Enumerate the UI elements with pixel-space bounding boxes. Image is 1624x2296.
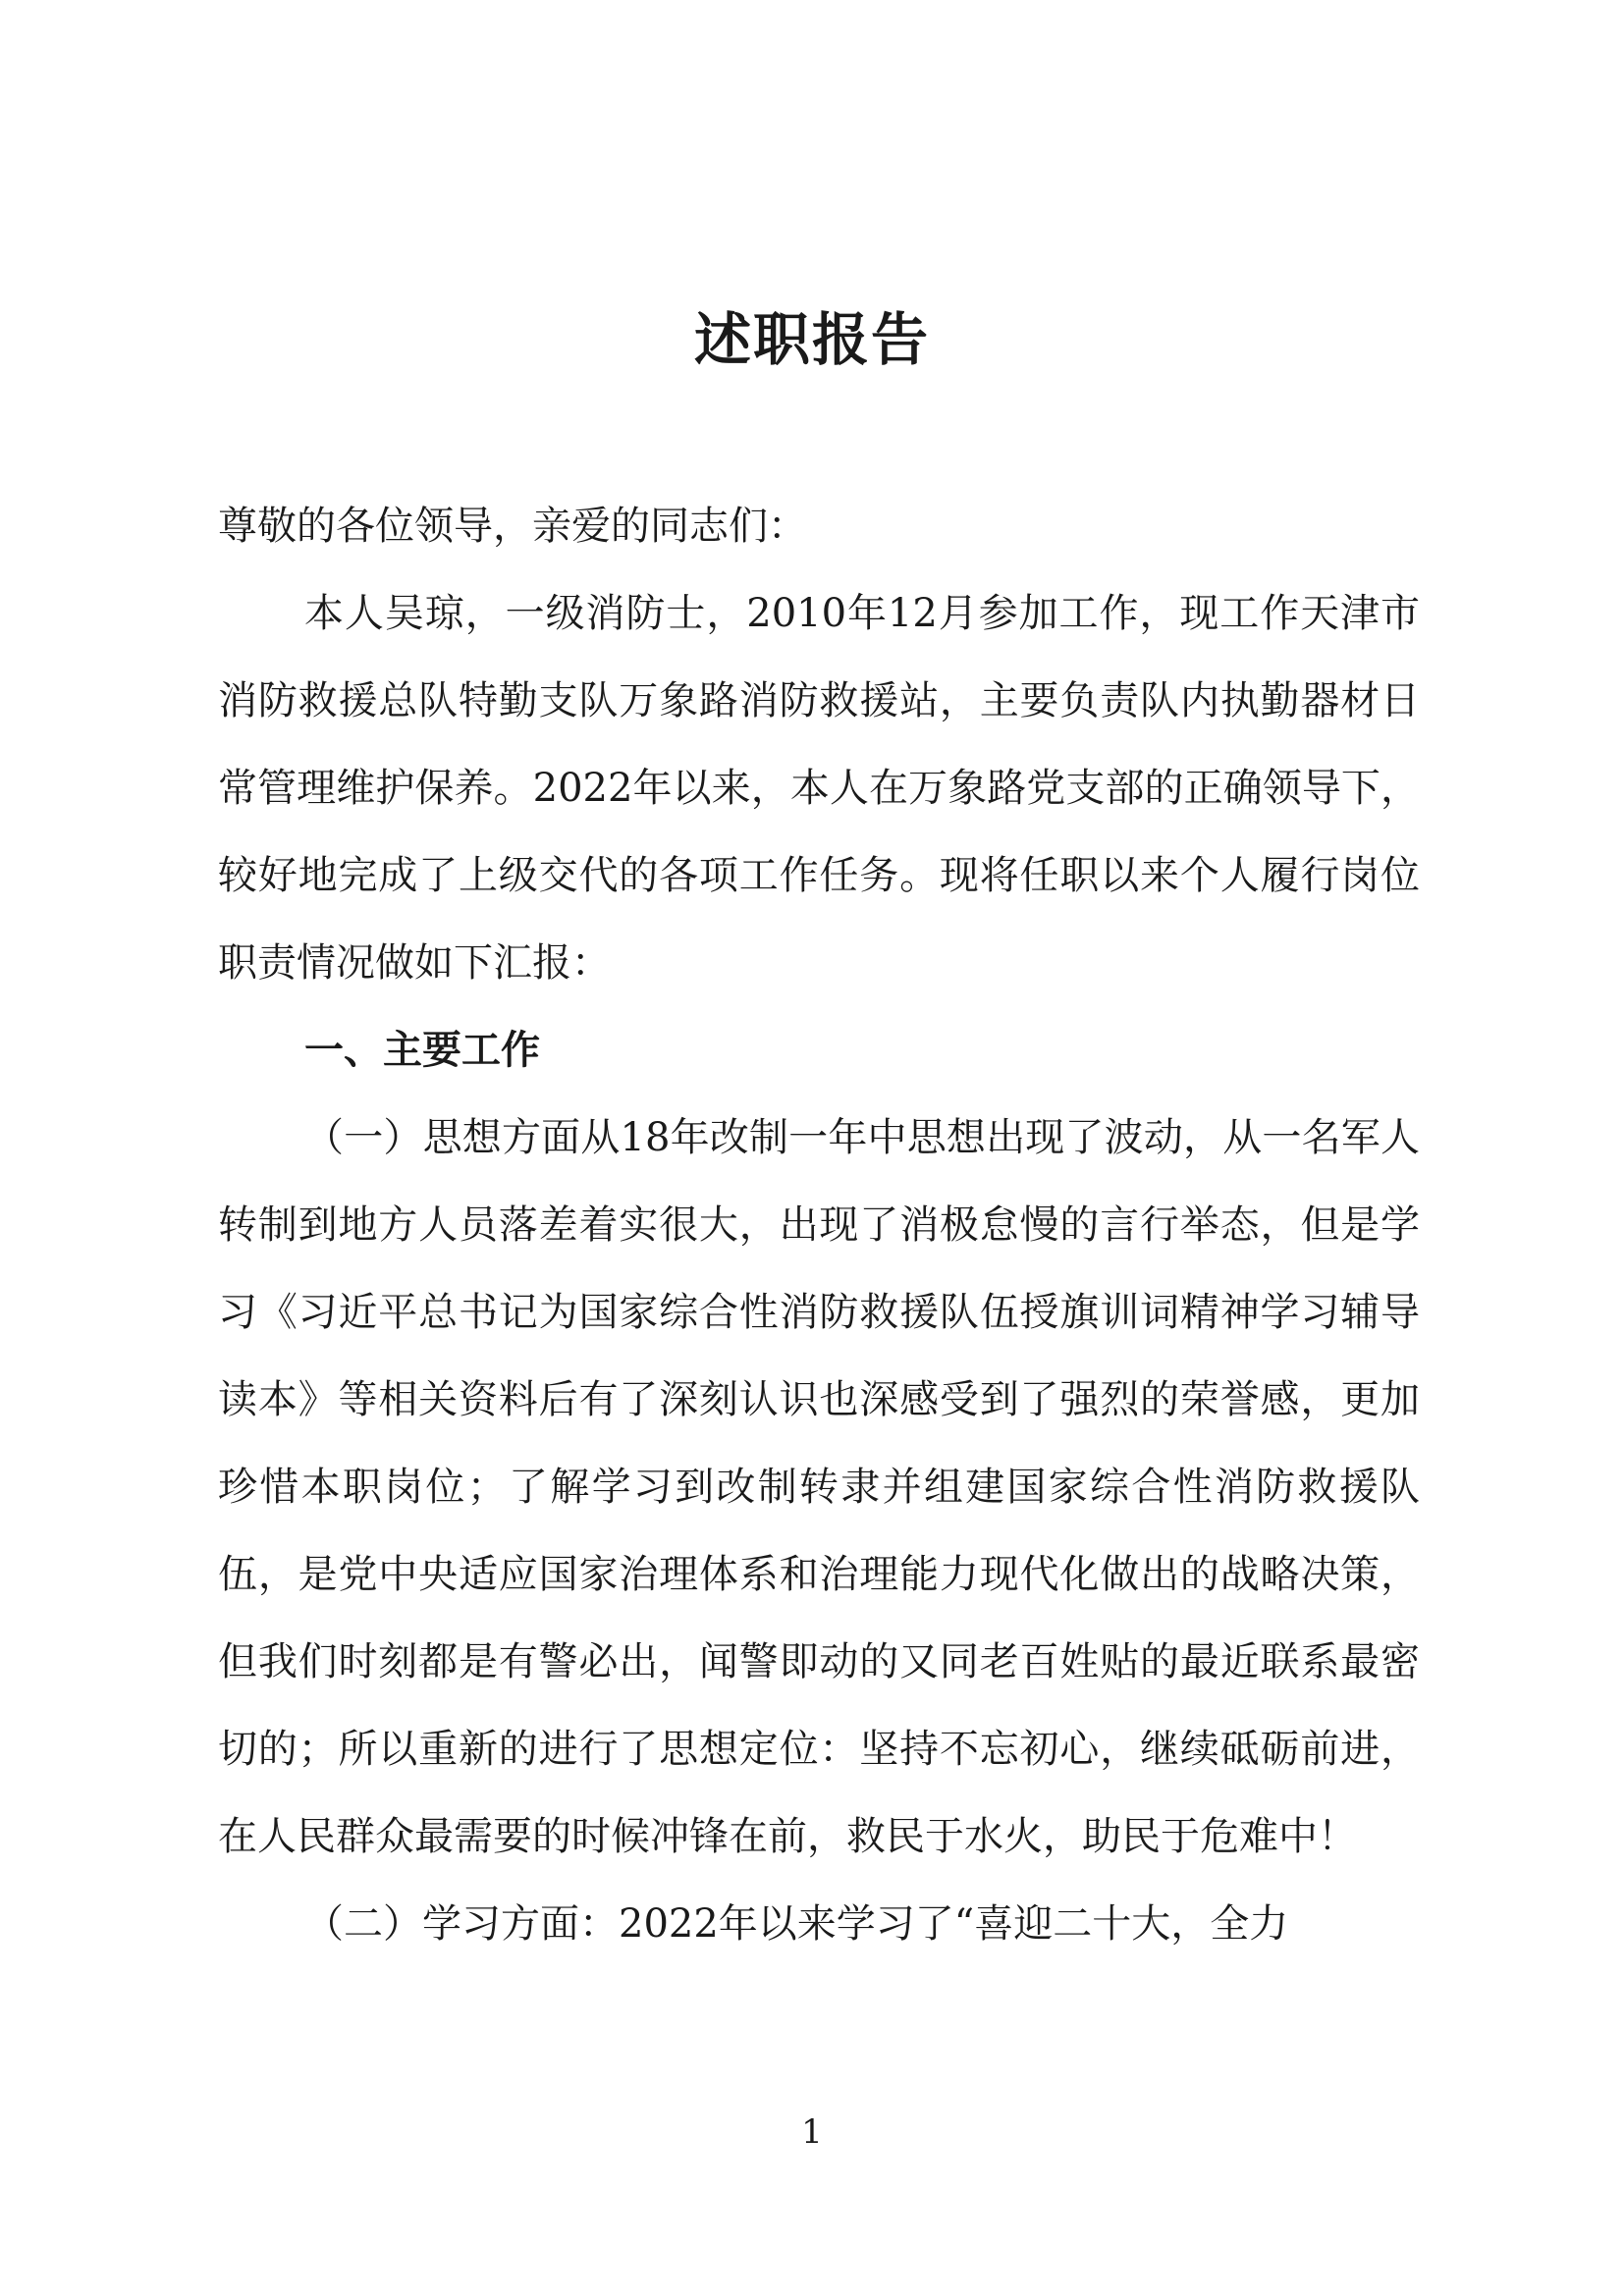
paragraph-item-1: （一）思想方面从18年改制一年中思想出现了波动，从一名军人转制到地方人员落差着实很大，出现了消极怠慢的言行举态，但是学习《习近平总书记为国家综合性消防救援队伍授旗训词精神学习辅导读本》等相关资料后有了深刻认识也深感受到了强烈的荣誉感，更加珍惜本职岗位；了解学习到改制转隶并组建国家综合性消防救援队伍，是党中央适应国家治理体系和治理能力现代化做出的战略决策，但我们时刻都是有警必出，闻警即动的又同老百姓贴的最近联系最密切的；所以重新的进行了思想定位：坚持不忘初心，继续砥砺前进，在人民群众最需要的时候冲锋在前，救民于水火，助民于危难中！ <box>218 1115 1420 1859</box>
paragraph-item-2: （二）学习方面：2022年以来学习了“喜迎二十大，全力 <box>304 1901 1289 1947</box>
salutation: 尊敬的各位领导，亲爱的同志们： <box>218 504 807 549</box>
page-number: 1 <box>801 2112 823 2152</box>
intro-paragraph: 本人吴琼，一级消防士，2010年12月参加工作，现工作天津市消防救援总队特勤支队万象路消防救援站，主要负责队内执勤器材日常管理维护保养。2022年以来，本人在万象路党支部的正确领导下，较好地完成了上级交代的各项工作任务。现将任职以来个人履行岗位职责情况做如下汇报： <box>218 591 1420 986</box>
document-body <box>218 483 1420 1968</box>
document-title: 述职报告 <box>693 306 930 373</box>
section-heading: 一、主要工作 <box>304 1028 540 1073</box>
